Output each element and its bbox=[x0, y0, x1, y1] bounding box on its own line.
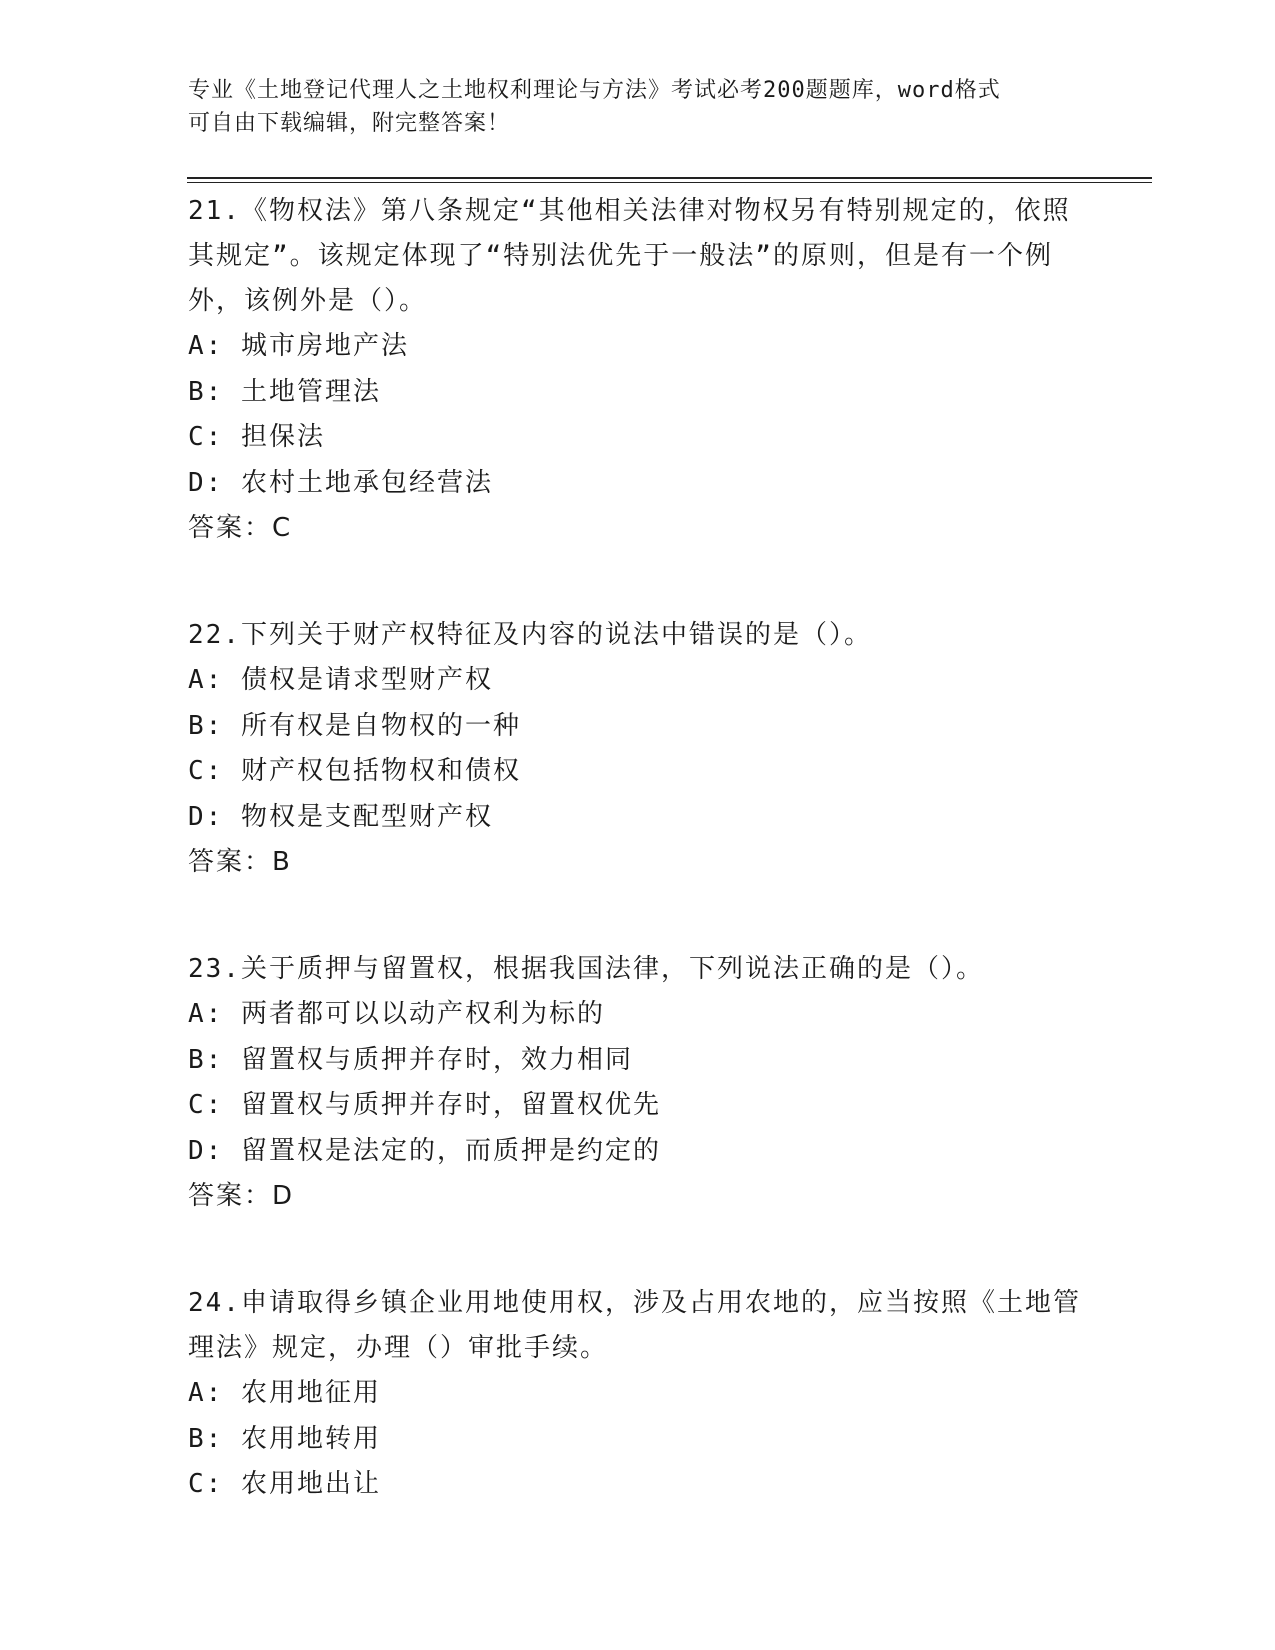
option-d: D: 农村土地承包经营法 bbox=[188, 467, 493, 498]
spacer bbox=[188, 1219, 1088, 1281]
option-d: D: 物权是支配型财产权 bbox=[188, 801, 493, 832]
option-b: B: 留置权与质押并存时，效力相同 bbox=[188, 1044, 633, 1075]
question-23 bbox=[188, 947, 1088, 1219]
header-divider bbox=[187, 177, 1152, 183]
question-21 bbox=[188, 189, 1088, 551]
question-list bbox=[188, 189, 1088, 1508]
question-stem: 21.《物权法》第八条规定“其他相关法律对物权另有特别规定的，依照其规定”。该规定体现了“特别法优先于一般法”的原则，但是有一个例外，该例外是（）。 bbox=[188, 196, 1071, 316]
answer: 答案：D bbox=[188, 1181, 295, 1211]
question-stem: 22.下列关于财产权特征及内容的说法中错误的是（）。 bbox=[188, 620, 872, 650]
document-header bbox=[188, 74, 1068, 140]
question-stem: 23.关于质押与留置权，根据我国法律，下列说法正确的是（）。 bbox=[188, 954, 984, 984]
option-b: B: 所有权是自物权的一种 bbox=[188, 710, 521, 741]
spacer bbox=[188, 551, 1088, 613]
option-c: C: 留置权与质押并存时，留置权优先 bbox=[188, 1090, 661, 1120]
option-d: D: 留置权是法定的，而质押是约定的 bbox=[188, 1135, 661, 1166]
header-line-1: 专业《土地登记代理人之土地权利理论与方法》考试必考200题题库，word格式 bbox=[188, 78, 1001, 103]
answer: 答案：B bbox=[188, 847, 292, 877]
option-c: C: 农用地出让 bbox=[188, 1469, 381, 1499]
answer: 答案：C bbox=[188, 513, 293, 543]
header-line-2: 可自由下载编辑，附完整答案！ bbox=[188, 111, 511, 136]
option-a: A: 城市房地产法 bbox=[188, 331, 409, 361]
option-c: C: 担保法 bbox=[188, 422, 325, 452]
option-a: A: 债权是请求型财产权 bbox=[188, 665, 493, 695]
question-24 bbox=[188, 1281, 1088, 1508]
option-b: B: 土地管理法 bbox=[188, 376, 381, 407]
option-c: C: 财产权包括物权和债权 bbox=[188, 756, 521, 786]
option-b: B: 农用地转用 bbox=[188, 1423, 381, 1454]
question-stem: 24.申请取得乡镇企业用地使用权，涉及占用农地的，应当按照《土地管理法》规定，办理（）审批手续。 bbox=[188, 1288, 1081, 1363]
option-a: A: 农用地征用 bbox=[188, 1378, 381, 1408]
question-22 bbox=[188, 613, 1088, 885]
option-a: A: 两者都可以以动产权利为标的 bbox=[188, 999, 605, 1029]
spacer bbox=[188, 885, 1088, 947]
